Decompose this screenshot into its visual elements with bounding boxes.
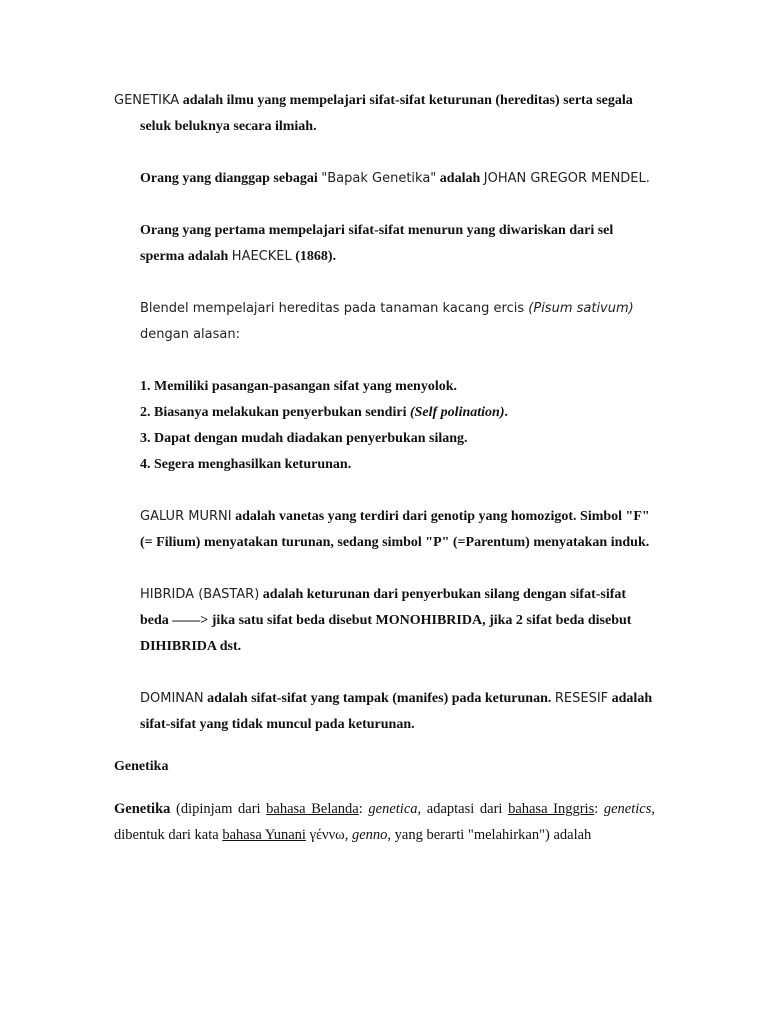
text-year: (1868).	[291, 249, 337, 264]
word-genetics: genetics	[603, 801, 652, 817]
text: γέννω,	[305, 827, 352, 843]
definition-text: adalah ilmu yang mempelajari sifat-sifat keturunan (hereditas) serta segala seluk beluknya secara ilmiah.	[140, 93, 633, 134]
list-item-text: 2. Biasanya melakukan penyerbukan sendiri	[140, 405, 410, 420]
text-mid: adalah	[436, 171, 484, 186]
text-name-mendel: JOHAN GREGOR MENDEL.	[483, 171, 650, 186]
text-lead: Orang yang pertama mempelajari sifat-sifat menurun yang diwariskan dari sel sperma adalah	[140, 223, 614, 264]
term-galur-murni: GALUR MURNI	[140, 509, 232, 524]
text-quote: "Bapak Genetika"	[321, 171, 437, 186]
link-bahasa-yunani[interactable]: bahasa Yunani	[222, 827, 306, 843]
text-name-haeckel: HAECKEL	[231, 249, 292, 264]
word-genno: genno	[351, 827, 388, 843]
list-item: 3. Dapat dengan mudah diadakan penyerbukan silang.	[140, 431, 468, 446]
list-item	[140, 400, 655, 426]
term-dominan: DOMINAN	[140, 691, 204, 706]
list-item-tail: .	[504, 405, 508, 420]
reasons-list	[114, 374, 655, 478]
word-genetica: genetica	[368, 801, 418, 817]
text: , adaptasi dari	[417, 801, 509, 817]
definition-text: adalah keturunan dari penyerbukan silang dengan sifat-sifat beda ——> jika satu sifat beda disebut MONOHIBRIDA, jika 2 sifat beda disebut DIHIBRIDA dst.	[140, 587, 632, 654]
link-bahasa-belanda[interactable]: bahasa Belanda	[266, 801, 359, 817]
paragraph-haeckel	[114, 218, 655, 270]
text-latin-name: (Pisum sativum)	[528, 301, 634, 316]
text-lead: Blendel mempelajari hereditas pada tanaman kacang ercis	[140, 301, 529, 316]
text-lead: Orang yang dianggap sebagai	[140, 171, 322, 186]
definition-text: adalah sifat-sifat yang tidak muncul pada keturunan.	[140, 691, 653, 732]
paragraph-galur-murni	[114, 504, 655, 556]
term-genetika: Genetika	[114, 801, 171, 817]
paragraph-blendel	[114, 296, 655, 348]
text: :	[594, 801, 604, 817]
definition-text: adalah vanetas yang terdiri dari genotip yang homozigot. Simbol "F" (= Filium) menyatakan turunan, sedang simbol "P" (=Parentum) menyatakan induk.	[140, 509, 650, 550]
text: , dibentuk dari kata	[114, 801, 656, 843]
term-resesif: RESESIF	[554, 691, 609, 706]
text: :	[358, 801, 369, 817]
term-hibrida: HIBRIDA (BASTAR)	[140, 587, 260, 602]
list-item-italic: (Self polination)	[409, 405, 505, 420]
list-item: 4. Segera menghasilkan keturunan.	[140, 457, 352, 472]
paragraph-hibrida	[114, 582, 655, 660]
paragraph-etymology	[114, 796, 655, 848]
text: (dipinjam dari	[170, 801, 267, 817]
paragraph-genetika-definition	[114, 88, 655, 140]
text-tail: dengan alasan:	[140, 327, 240, 342]
paragraph-dominan-resesif	[114, 686, 655, 738]
link-bahasa-inggris[interactable]: bahasa Inggris	[508, 801, 595, 817]
list-item: 1. Memiliki pasangan-pasangan sifat yang menyolok.	[140, 379, 457, 394]
definition-text: adalah sifat-sifat yang tampak (manifes) pada keturunan.	[203, 691, 555, 706]
paragraph-bapak-genetika	[114, 166, 655, 192]
text: , yang berarti "melahirkan") adalah	[387, 827, 592, 843]
section-heading: Genetika	[114, 759, 169, 774]
term-genetika: GENETIKA	[114, 93, 180, 108]
